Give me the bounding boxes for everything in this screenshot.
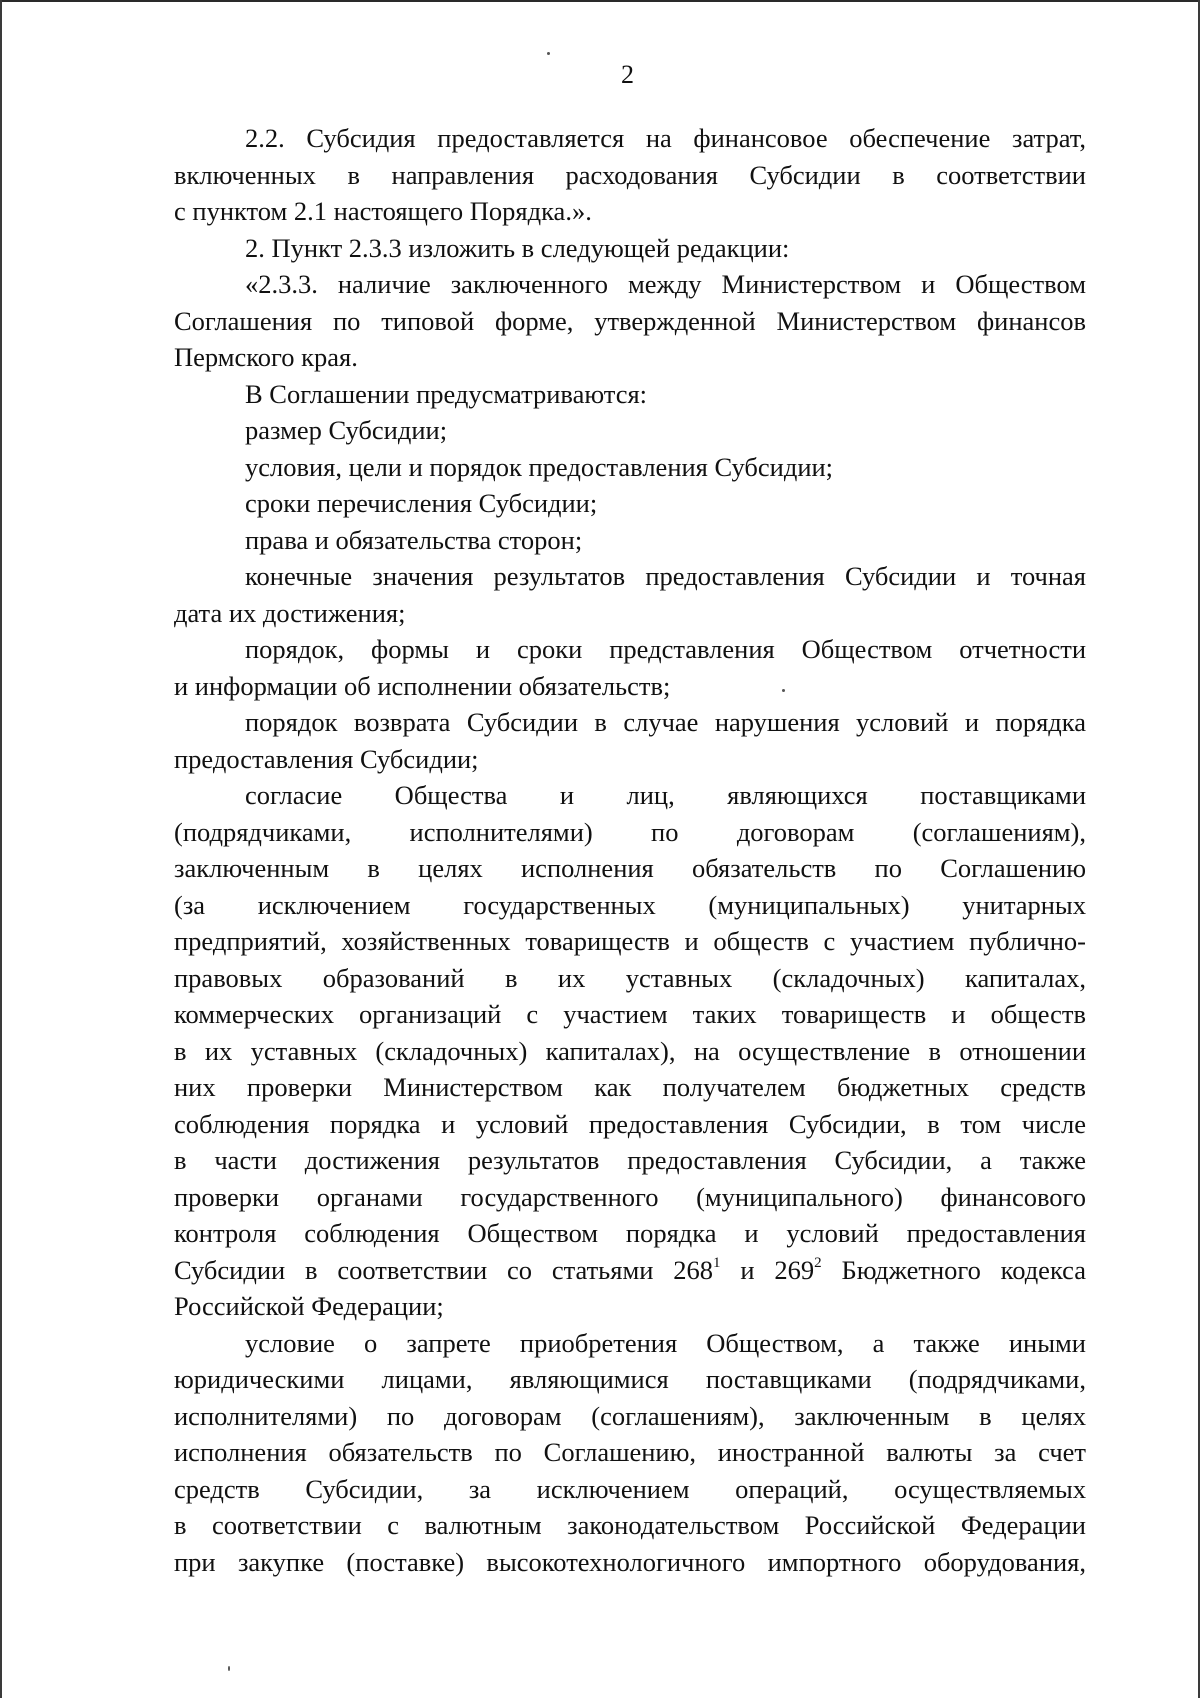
paragraph (174, 266, 1086, 376)
scan-edge-left (0, 0, 2, 1698)
statute-reference-line (174, 1252, 1086, 1289)
text-line: юридическими лицами, являющимися поставщиками (подрядчиками, (174, 1364, 1086, 1394)
list-item (174, 412, 1086, 449)
text-line: при закупке (поставке) высокотехнологичного импортного оборудования, (174, 1546, 1086, 1577)
text-line: конечные значения результатов предоставления Субсидии и точная (245, 561, 1086, 591)
text-line: с пунктом 2.1 настоящего Порядка.». (174, 196, 592, 226)
text-line: соблюдения порядка и условий предоставления Субсидии, в том числе (174, 1108, 1086, 1139)
text-line: проверки органами государственного (муниципального) финансового (174, 1181, 1086, 1212)
text-line: права и обязательства сторон; (245, 524, 583, 555)
list-item (174, 522, 1086, 559)
scan-speck (782, 689, 785, 692)
scan-speck (547, 52, 550, 55)
text-line: порядок возврата Субсидии в случае нарушения условий и порядка (245, 707, 1086, 737)
list-item (174, 449, 1086, 486)
text-line: сроки перечисления Субсидии; (245, 488, 598, 518)
scan-speck (228, 1666, 230, 1671)
text-line: порядок, формы и сроки представления Обществом отчетности (245, 634, 1086, 664)
paragraph (174, 376, 1086, 413)
text-line: в соответствии с валютным законодательством Российской Федерации (174, 1510, 1086, 1540)
text-line: исполнения обязательств по Соглашению, иностранной валюты за счет (174, 1437, 1086, 1467)
text-line: согласие Общества и лиц, являющихся поставщиками (245, 780, 1086, 810)
text-line: и информации об исполнении обязательств; (174, 670, 671, 701)
text-line: правовых образований в их уставных (складочных) капиталах, (174, 962, 1086, 993)
text-fragment: Бюджетного кодекса (821, 1254, 1087, 1285)
text-line: в их уставных (складочных) капиталах), на осуществление в отношении (174, 1035, 1086, 1066)
text-line: контроля соблюдения Обществом порядка и условий предоставления (174, 1218, 1086, 1248)
superscript: 1 (713, 1254, 721, 1271)
superscript: 2 (814, 1254, 822, 1271)
text-line: 2. Пункт 2.3.3 изложить в следующей редакции: (245, 232, 790, 263)
paragraph (174, 230, 1086, 267)
scan-edge-top (0, 0, 1200, 2)
text-line: «2.3.3. наличие заключенного между Министерством и Обществом (245, 269, 1086, 299)
text-line: коммерческих организаций с участием таких товариществ и обществ (174, 999, 1086, 1029)
text-line: в части достижения результатов предоставления Субсидии, а также (174, 1145, 1086, 1175)
text-line: исполнителями) по договорам (соглашениям), заключенным в целях (174, 1400, 1086, 1431)
list-item (174, 777, 1086, 1325)
text-line: Российской Федерации; (174, 1291, 444, 1321)
text-fragment: Субсидии в соответствии со статьями 268 (174, 1254, 713, 1285)
text-line: В Соглашении предусматриваются: (245, 378, 648, 409)
text-line: включенных в направления расходования Субсидии в соответствии (174, 159, 1086, 190)
text-fragment: и 269 (720, 1254, 815, 1285)
text-line: Пермского края. (174, 342, 358, 372)
list-item (174, 1325, 1086, 1581)
text-line: средств Субсидии, за исключением операций, осуществляемых (174, 1473, 1086, 1504)
text-line: 2.2. Субсидия предоставляется на финансовое обеспечение затрат, (245, 123, 1086, 153)
text-line: дата их достижения; (174, 597, 406, 628)
document-body (174, 120, 1086, 1580)
text-line: них проверки Министерством как получателем бюджетных средств (174, 1072, 1086, 1102)
list-item (174, 631, 1086, 704)
list-item (174, 704, 1086, 777)
text-line: условие о запрете приобретения Обществом, а также иными (245, 1327, 1086, 1358)
text-line: размер Субсидии; (245, 415, 448, 445)
text-line: условия, цели и порядок предоставления Субсидии; (245, 451, 834, 482)
text-line: (за исключением государственных (муниципальных) унитарных (174, 889, 1086, 920)
text-line: (подрядчиками, исполнителями) по договорам (соглашениям), (174, 816, 1086, 847)
page-number: 2 (621, 60, 634, 89)
text-line: предприятий, хозяйственных товариществ и обществ с участием публично- (174, 926, 1086, 956)
list-item (174, 558, 1086, 631)
paragraph (174, 120, 1086, 230)
text-line: заключенным в целях исполнения обязательств по Соглашению (174, 853, 1086, 883)
text-line: предоставления Субсидии; (174, 743, 479, 774)
list-item (174, 485, 1086, 522)
text-line: Соглашения по типовой форме, утвержденной Министерством финансов (174, 305, 1086, 336)
